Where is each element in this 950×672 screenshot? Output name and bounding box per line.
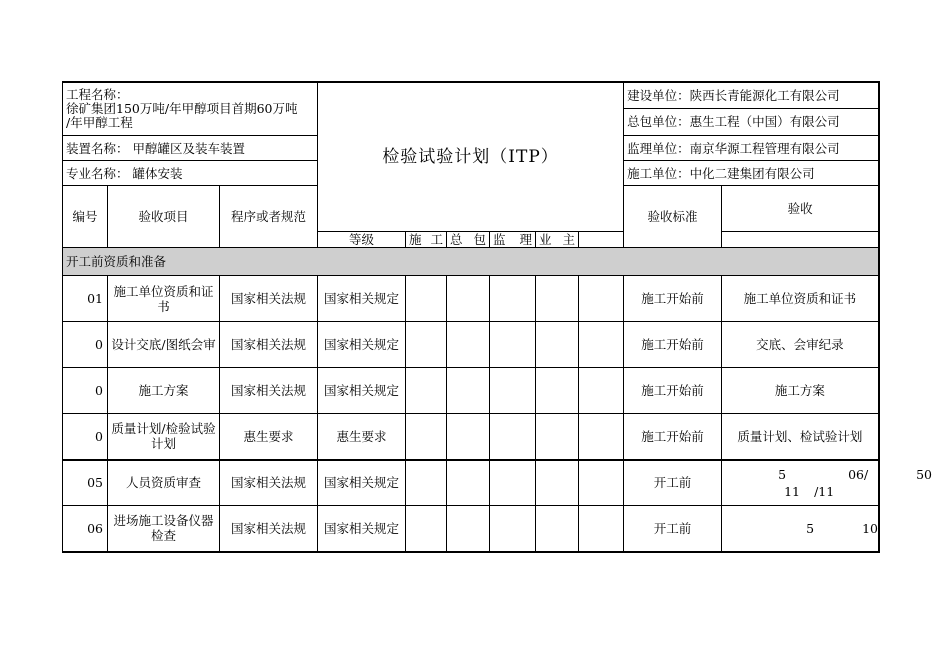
col-item: 验收项目 — [108, 186, 220, 248]
col-party-contractor: 总 包 — [447, 232, 490, 248]
owner-unit — [624, 82, 879, 136]
row-item: 设计交底/图纸会审 — [108, 322, 220, 368]
col-grade-line2: 等级 — [318, 232, 406, 248]
form-fragment: 50 — [916, 466, 932, 482]
row-party-owner — [579, 276, 624, 322]
row-item: 施工方案 — [108, 368, 220, 414]
row-party-supervisor — [536, 276, 579, 322]
form-fragment: 06/ — [848, 466, 869, 482]
row-procedure: 国家相关法规 — [220, 322, 318, 368]
row-party-owner — [579, 322, 624, 368]
row-party-construction — [447, 460, 490, 506]
project-name-line1: 徐矿集团150万吨/年甲醇项目首期60万吨 — [66, 101, 298, 116]
row-form — [722, 460, 932, 506]
form-fragment: 10 — [862, 521, 878, 536]
form-fragment: 5 — [806, 521, 815, 536]
header-row-project — [63, 82, 879, 136]
row-standard: 国家相关规定 — [318, 506, 406, 552]
row-frequency: 施工开始前 — [624, 414, 722, 460]
project-name-cell — [63, 82, 318, 136]
table-row — [63, 368, 879, 414]
row-grade — [406, 368, 447, 414]
row-no: 0 — [63, 322, 108, 368]
row-party-owner — [579, 414, 624, 460]
page-title: 检验试验计划（ITP） — [318, 82, 624, 232]
row-party-contractor — [490, 414, 536, 460]
row-standard: 国家相关规定 — [318, 322, 406, 368]
row-party-contractor — [490, 460, 536, 506]
row-party-supervisor — [536, 368, 579, 414]
row-grade — [406, 276, 447, 322]
table-row — [63, 276, 879, 322]
row-form: 交底、会审纪录 — [722, 322, 879, 368]
col-procedure: 程序或者规范 — [220, 186, 318, 248]
table-row — [63, 506, 879, 552]
general-contractor-text: 总包单位：惠生工程（中国）有限公司 — [627, 114, 840, 129]
row-frequency: 开工前 — [624, 460, 722, 506]
row-party-contractor — [490, 276, 536, 322]
row-party-supervisor — [536, 506, 579, 552]
row-item: 人员资质审查 — [108, 460, 220, 506]
row-party-supervisor — [536, 414, 579, 460]
itp-sheet — [62, 81, 932, 553]
row-procedure: 国家相关法规 — [220, 460, 318, 506]
row-standard: 国家相关规定 — [318, 460, 406, 506]
row-party-contractor — [490, 322, 536, 368]
col-party-construction: 施 工 — [406, 232, 447, 248]
owner-unit-text: 建设单位：陕西长青能源化工有限公司 — [624, 83, 878, 109]
col-grade-line1: 验收 — [722, 186, 879, 232]
row-standard: 国家相关规定 — [318, 276, 406, 322]
form-fragment: 5 — [778, 466, 787, 482]
col-standard: 验收标准 — [624, 186, 722, 248]
section-row — [63, 248, 879, 276]
device-name: 装置名称： 甲醇罐区及装车装置 — [63, 136, 318, 161]
row-party-construction — [447, 276, 490, 322]
row-party-owner — [579, 460, 624, 506]
row-form: 施工单位资质和证书 — [722, 276, 879, 322]
row-no: 06 — [63, 506, 108, 552]
table-row — [63, 414, 879, 460]
row-party-construction — [447, 368, 490, 414]
row-procedure: 国家相关法规 — [220, 506, 318, 552]
constructor-unit: 施工单位：中化二建集团有限公司 — [624, 161, 879, 186]
table-row — [63, 460, 879, 506]
project-name-label: 工程名称： — [66, 87, 129, 102]
row-grade — [406, 322, 447, 368]
row-party-contractor — [490, 368, 536, 414]
row-frequency: 开工前 — [624, 506, 722, 552]
row-party-contractor — [490, 506, 536, 552]
row-item: 进场施工设备仪器检查 — [108, 506, 220, 552]
row-party-owner — [579, 506, 624, 552]
row-item: 质量计划/检验试验计划 — [108, 414, 220, 460]
row-form — [722, 506, 879, 552]
supervisor-unit: 监理单位：南京华源工程管理有限公司 — [624, 136, 879, 161]
row-form: 质量计划、检试验计划 — [722, 414, 879, 460]
form-fragment: /11 — [814, 483, 835, 499]
row-party-supervisor — [536, 322, 579, 368]
row-party-construction — [447, 506, 490, 552]
row-party-supervisor — [536, 460, 579, 506]
row-no: 0 — [63, 414, 108, 460]
col-party-supervisor: 监 理 — [490, 232, 536, 248]
section-title: 开工前资质和准备 — [63, 248, 879, 276]
row-procedure: 国家相关法规 — [220, 368, 318, 414]
row-grade — [406, 414, 447, 460]
row-no: 05 — [63, 460, 108, 506]
itp-table — [62, 81, 932, 553]
table-row — [63, 322, 879, 368]
row-no: 01 — [63, 276, 108, 322]
col-no: 编号 — [63, 186, 108, 248]
col-party-owner: 业 主 — [536, 232, 579, 248]
row-party-construction — [447, 322, 490, 368]
row-procedure: 国家相关法规 — [220, 276, 318, 322]
project-name-line2: /年甲醇工程 — [66, 115, 133, 130]
row-standard: 国家相关规定 — [318, 368, 406, 414]
row-standard: 惠生要求 — [318, 414, 406, 460]
row-grade — [406, 460, 447, 506]
row-grade — [406, 506, 447, 552]
row-frequency: 施工开始前 — [624, 322, 722, 368]
row-no: 0 — [63, 368, 108, 414]
row-frequency: 施工开始前 — [624, 276, 722, 322]
row-item: 施工单位资质和证书 — [108, 276, 220, 322]
row-party-construction — [447, 414, 490, 460]
row-form: 施工方案 — [722, 368, 879, 414]
row-procedure: 惠生要求 — [220, 414, 318, 460]
row-party-owner — [579, 368, 624, 414]
form-fragment: 11 — [784, 483, 800, 499]
row-frequency: 施工开始前 — [624, 368, 722, 414]
specialty-name: 专业名称： 罐体安装 — [63, 161, 318, 186]
